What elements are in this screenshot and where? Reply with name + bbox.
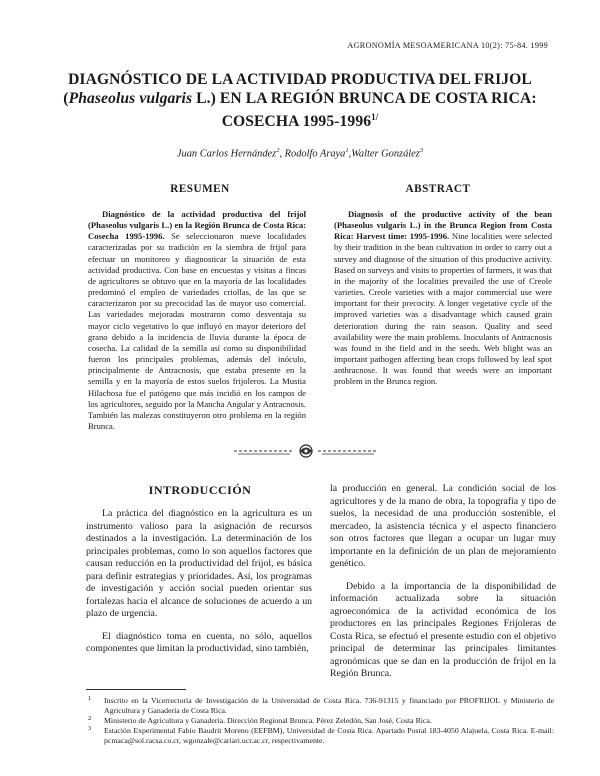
title-line-2 [40,89,560,108]
introduccion-heading: INTRODUCCIÓN [148,483,252,497]
author-list [40,147,560,159]
intro-paragraph-3: la producción en general. La condición social de los agricultores y de la mano de obra, la topografía y tipo de suelos, la necesidad de una producción sostenible, el mercadeo, la asistencia técnica y el aspecto financiero son otros factores que llegan a ocupar un lugar muy importante en la definición de un plan de mejoramiento genético. [330,483,556,569]
journal-reference: AGRONOMÍA MESOAMERICANA 10(2): 75-84. 1999 [347,41,548,50]
abstract-heading: ABSTRACT [405,183,471,195]
author-1: Juan Carlos Hernández [176,148,277,160]
author-3-mark: 3 [419,147,424,154]
footnote-2 [86,716,554,726]
resumen-heading: RESUMEN [170,183,230,195]
article-title [40,70,560,131]
footnote-3-number: 3 [88,725,92,732]
title-footnote-mark: 1/ [371,112,379,122]
introduccion-col-2 [330,483,556,681]
title-line-1: DIAGNÓSTICO DE LA ACTIVIDAD PRODUCTIVA DEL FRIJOL [68,71,532,88]
introduccion-col-1 [86,508,312,656]
footnote-3 [86,726,554,746]
footnote-rule [86,689,186,690]
footnotes [86,696,554,746]
author-2-mark: 1 [345,147,349,154]
section-ornament-icon [232,442,380,460]
footnote-2-number: 2 [88,715,92,722]
resumen-text [88,209,306,432]
footnote-1-text: Inscrito en la Vicerrectoría de Investigación de la Universidad de Costa Rica. 736-91315 y financiado por PROFRIJOL y Ministerio de Agricultura y Ganadería de Costa Rica. [104,696,554,715]
footnote-1-number: 1 [88,695,92,702]
title-harvest: COSECHA 1995-1996 [221,113,372,131]
footnote-2-text: Ministerio de Agricultura y Ganadería. Dirección Regional Brunca. Pérez Zeledón, San José, Costa Rica. [104,716,432,725]
author-2: Rodolfo Araya [284,148,346,160]
abstract-body: Nine localities were selected by their tradition in the bean cultivation in order to carry out a survey and diagnose of the situation of this productive activity. Based on surveys and visits to properties of farmers, it was that in the majority of the localities prevailed the use of Creole varieties. Creole varieties with a major commercial use were important for their precocity. A longer vegetative cycle of the improved varieties was a disadvantage which caused grain deterioration during the rain season. Quality and seed availability were the main problems. Inoculants of Antracnosis was found in the field and in the seeds. Web blight was an important pathogen affecting bean crops followed by leaf spot anthracnose. It was found that weeds were an important problem in the Brunca region. [334,231,552,387]
title-line-2-rest: L.) EN LA REGIÓN BRUNCA DE COSTA RICA: [192,90,537,107]
intro-paragraph-2: El diagnóstico toma en cuenta, no sólo, aquellos componentes que limitan la productividad, sino también, [86,630,312,654]
title-line-3 [40,108,560,131]
author-3: Walter González [351,148,420,160]
author-sep-1: , [279,148,285,160]
intro-paragraph-4: Debido a la importancia de la disponibilidad de información actualizada sobre la situación agroeconómica de la actividad económica de los productores en las principales Regiones Frijoleras de Costa Rica, se efectuó el presente estudio con el objetivo principal de determinar las principales limitantes agronómicas que se dan en la producción de frijol en la Región Brunca. [330,580,556,679]
title-species: Phaseolus vulgaris [68,90,193,107]
author-sep-2: , [348,148,352,160]
title-paren-open: ( [63,90,69,107]
intro-paragraph-1: La práctica del diagnóstico en la agricultura es un instrumento valioso para la asignación de recursos destinados a la investigación. La determinación de los principales problemas, como lo son aquellos factores que causan reducción en la productividad del frijol, es básica para definir estrategias y prioridades. Así, los programas de investigación y acción social pueden orientar sus fortalezas hacia el alcance de soluciones de acuerdo a un plazo de urgencia. [86,508,312,619]
abstract-lead: Diagnosis of the productive activity of the bean (Phaseolus vulgaris L.) in the Brunca Region from Costa Rica: Harvest time: 1995-1996. [334,209,552,242]
author-1-mark: 2 [276,147,280,154]
footnote-3-text: Estación Experimental Fabio Baudrit Moreno (EEFBM), Universidad de Costa Rica. Apartado Postal 183-4050 Alajuela, Costa Rica. E-mail: pcmaca@sol.racsa.co.cr, wgonzale@cariari.ucr.ac.cr, respectivamente. [104,726,554,745]
resumen-body: Se seleccionaron nueve localidades caracterizadas por su tradición en la siembra de frijol para efectuar un monitoreo y diagnosticar la situación de esta actividad productiva. Con base en encuestas y visitas a fincas de agricultores se obtuvo que en la mayoría de las localidades predominó el empleo de variedades criollas, de las que se caracterizaron por su precocidad las de mayor uso comercial. Las variedades mejoradas mostraron como desventaja su mayor ciclo vegetativo lo que influyó en mayor deterioro del grano debido a la incidencia de lluvia durante la época de cosecha. La calidad de la semilla así como su disponibilidad fueron los principales problemas, además del inóculo, principalmente de Antracnosis, que estaba presente en la semilla y en la mayoría de estos suelos frijoleros. La Mustia Hilachosa fue el patógeno que más incidió en los campos de los agricultores, seguido por la Mancha Angular y Antracnosis. También las malezas constituyeron otro problema en la región Brunca. [88,231,306,431]
footnote-1 [86,696,554,716]
abstract-text [334,209,552,388]
resumen-lead: Diagnóstico de la actividad productiva del frijol (Phaseolus vulgaris L.) en la Región Brunca de Costa Rica: Cosecha 1995-1996. [88,209,306,242]
